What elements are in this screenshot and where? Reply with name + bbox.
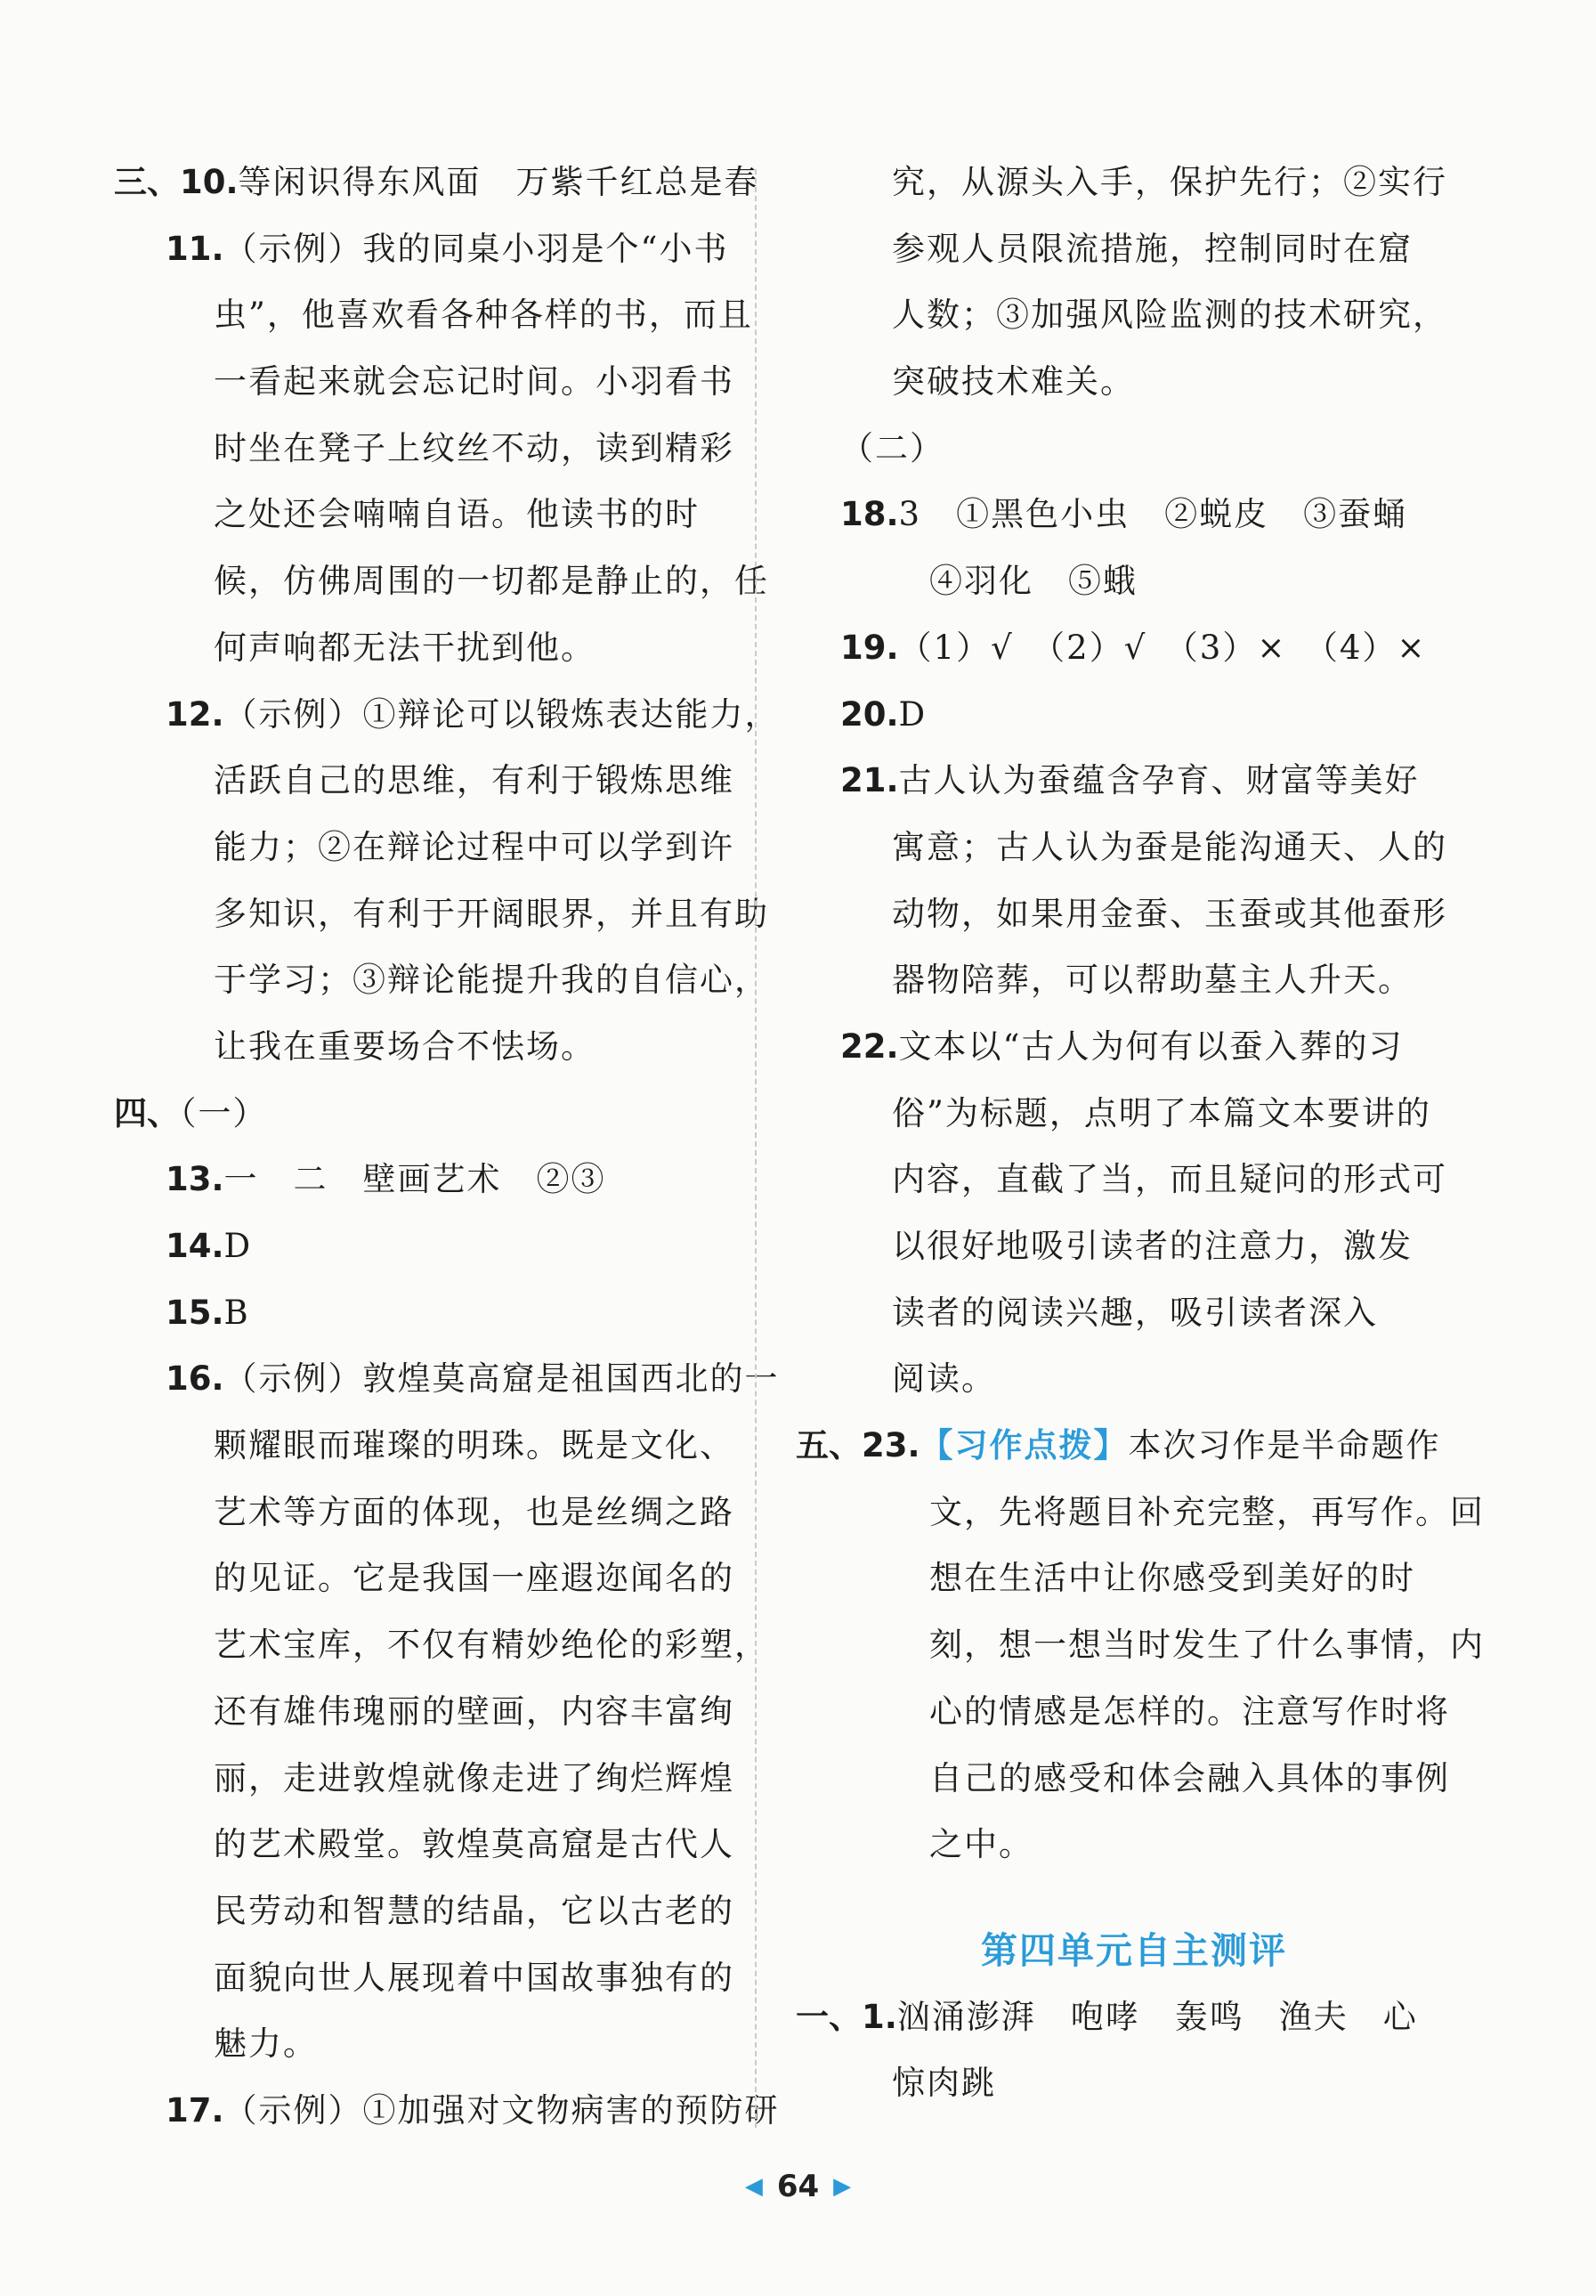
answer-line — [114, 815, 737, 881]
answer-text: 古人认为蚕蕴含孕育、财富等美好 — [898, 761, 1420, 800]
page-footer — [0, 2169, 1596, 2204]
answer-text: 器物陪葬，可以帮助墓主人升天。 — [892, 961, 1413, 1000]
question-number: 18. — [840, 495, 899, 534]
answer-text: 还有雄伟瑰丽的壁画，内容丰富绚 — [214, 1692, 734, 1731]
answer-line-numbered — [114, 682, 780, 749]
answer-text: （一） — [180, 1093, 268, 1132]
answer-line — [840, 1612, 1485, 1679]
question-number: 14. — [166, 1227, 224, 1265]
answer-text: 以很好地吸引读者的注意力，激发 — [892, 1227, 1413, 1265]
answer-text: 艺术等方面的体现，也是丝绸之路 — [214, 1492, 734, 1531]
answer-line — [840, 416, 1428, 483]
answer-line — [840, 1213, 1428, 1280]
answer-text: 之处还会喃喃自语。他读书的时 — [214, 495, 700, 534]
answer-line — [840, 216, 1428, 283]
answer-text: 惊肉跳 — [892, 2064, 996, 2103]
answer-text: 文本以“古人为何有以蚕入葬的习 — [898, 1026, 1404, 1066]
question-number: 三、10. — [114, 163, 239, 201]
answer-text: 面貌向世人展现着中国故事独有的 — [214, 1958, 734, 1997]
answer-text: D — [223, 1227, 253, 1265]
answer-line — [114, 349, 737, 416]
answer-line — [840, 1480, 1485, 1546]
answer-line — [840, 815, 1447, 881]
answer-line — [840, 881, 1447, 948]
answer-line — [114, 282, 753, 349]
next-page-icon[interactable]: ▶ — [833, 2173, 852, 2200]
answer-text: 一 二 壁画艺术 ②③ — [223, 1160, 606, 1199]
answer-line — [840, 1280, 1428, 1347]
answer-text: 刻，想一想当时发生了什么事情，内 — [929, 1626, 1485, 1665]
answer-line — [840, 282, 1447, 349]
answer-line — [114, 1679, 737, 1746]
page-number: 64 — [776, 2169, 820, 2204]
answer-line — [114, 615, 737, 682]
answer-text: 的艺术殿堂。敦煌莫高窟是古代人 — [214, 1825, 734, 1864]
answer-line-numbered — [114, 1346, 780, 1413]
question-number: 19. — [840, 628, 899, 667]
answer-text: 能力；②在辩论过程中可以学到许 — [214, 827, 734, 866]
question-number: 17. — [166, 2090, 224, 2130]
answer-text: 读者的阅读兴趣，吸引读者深入 — [892, 1293, 1378, 1332]
answer-text: 心的情感是怎样的。注意写作时将 — [929, 1692, 1450, 1731]
answer-line — [840, 1147, 1447, 1213]
answer-text: （示例）敦煌莫高窟是祖国西北的一 — [223, 1359, 780, 1399]
answer-line-numbered — [114, 1280, 737, 1347]
writing-tip-tag: 【习作点拨】 — [920, 1426, 1129, 1465]
answer-text: 候，仿佛周围的一切都是静止的，任 — [214, 562, 769, 601]
answer-text: 想在生活中让你感受到美好的时 — [929, 1559, 1415, 1598]
section-title: 第四单元自主测评 — [981, 1928, 1287, 1972]
question-number: 四、 — [114, 1093, 180, 1132]
answer-line — [840, 548, 1428, 615]
answer-line-numbered — [114, 1147, 737, 1213]
answer-line-numbered — [114, 2078, 780, 2145]
answer-text: 本次习作是半命题作 — [1128, 1426, 1441, 1465]
answer-line-numbered — [796, 1413, 1441, 1480]
answer-text: 阅读。 — [892, 1359, 996, 1399]
answer-text: 俗”为标题，点明了本篇文本要讲的 — [892, 1093, 1431, 1132]
question-number: 22. — [840, 1026, 899, 1066]
answer-text: ④羽化 ⑤蛾 — [929, 562, 1138, 601]
answer-text: 之中。 — [929, 1825, 1033, 1864]
answer-line-numbered — [840, 682, 1428, 749]
answer-line — [840, 1679, 1450, 1746]
question-number: 13. — [166, 1160, 224, 1199]
answer-line — [114, 1480, 737, 1546]
left-column — [114, 150, 780, 2145]
column-divider — [755, 169, 757, 2128]
answer-line — [840, 2050, 1428, 2117]
question-number: 16. — [166, 1359, 224, 1399]
answer-line — [114, 1612, 769, 1679]
question-number: 20. — [840, 694, 899, 734]
question-number: 12. — [166, 694, 224, 734]
answer-text: 文，先将题目补充完整，再写作。回 — [929, 1492, 1485, 1531]
answer-text: （1）√ （2）√ （3）× （4）× — [898, 628, 1427, 667]
answer-line — [840, 1346, 1428, 1413]
answer-text: 何声响都无法干扰到他。 — [214, 628, 595, 667]
answer-text: （示例）①辩论可以锻炼表达能力， — [223, 694, 780, 734]
answer-line — [840, 1081, 1431, 1148]
answer-line — [114, 1812, 737, 1878]
question-number: 11. — [166, 229, 224, 268]
answer-line-numbered — [840, 482, 1428, 548]
answer-line — [840, 1746, 1450, 1813]
question-number: 15. — [166, 1293, 224, 1332]
answer-line — [840, 947, 1428, 1014]
answer-text: 于学习；③辩论能提升我的自信心， — [214, 961, 769, 1000]
answer-line — [840, 1546, 1428, 1612]
answer-text: 突破技术难关。 — [892, 362, 1135, 402]
answer-text: 虫”，他喜欢看各种各样的书，而且 — [214, 296, 753, 335]
answer-text: 汹涌澎湃 咆哮 轰鸣 渔夫 心 — [896, 1997, 1418, 2036]
answer-line — [114, 748, 737, 815]
answer-line — [840, 150, 1447, 216]
answer-line — [114, 1014, 737, 1081]
answer-text: D — [898, 694, 928, 734]
answer-line — [114, 482, 737, 548]
question-number: 五、23. — [796, 1426, 920, 1465]
answer-text: 多知识，有利于开阔眼界，并且有助 — [214, 894, 769, 933]
answer-text: （示例）我的同桌小羽是个“小书 — [223, 229, 729, 268]
answer-text: 等闲识得东风面 万紫千红总是春 — [238, 163, 759, 201]
answer-line — [114, 947, 769, 1014]
answer-line — [114, 1878, 737, 1945]
answer-text: （二） — [840, 428, 944, 467]
answer-line — [114, 2011, 737, 2078]
answer-line-numbered — [840, 615, 1428, 682]
answer-line-numbered — [796, 1984, 1428, 2051]
answer-text: 一看起来就会忘记时间。小羽看书 — [214, 362, 734, 402]
answer-line — [840, 1812, 1428, 1878]
answer-text: 颗耀眼而璀璨的明珠。既是文化、 — [214, 1426, 734, 1465]
answer-line — [114, 1746, 737, 1813]
answer-text: 寓意；古人认为蚕是能沟通天、人的 — [892, 827, 1447, 866]
answer-text: （示例）①加强对文物病害的预防研 — [223, 2090, 780, 2130]
answer-text: 的见证。它是我国一座遐迩闻名的 — [214, 1559, 734, 1598]
section-spacer — [840, 1878, 1428, 1918]
answer-text: 让我在重要场合不怯场。 — [214, 1026, 595, 1066]
answer-text: 时坐在凳子上纹丝不动，读到精彩 — [214, 428, 734, 467]
answer-text: 内容，直截了当，而且疑问的形式可 — [892, 1160, 1447, 1199]
answer-text: 究，从源头入手，保护先行；②实行 — [892, 163, 1447, 201]
answer-text: B — [223, 1293, 250, 1332]
question-number: 21. — [840, 761, 899, 800]
question-number: 一、1. — [796, 1997, 897, 2036]
answer-text: 3 ①黑色小虫 ②蜕皮 ③蚕蛹 — [898, 495, 1408, 534]
answer-text: 动物，如果用金蚕、玉蚕或其他蚕形 — [892, 894, 1447, 933]
answer-text: 艺术宝库，不仅有精妙绝伦的彩塑， — [214, 1626, 769, 1665]
answer-text: 丽，走进敦煌就像走进了绚烂辉煌 — [214, 1758, 734, 1797]
answer-line — [114, 1945, 737, 2012]
answer-line — [114, 1413, 737, 1480]
answer-text: 人数；③加强风险监测的技术研究， — [892, 296, 1447, 335]
answer-line-numbered — [840, 1014, 1428, 1081]
prev-page-icon[interactable]: ◀ — [744, 2173, 763, 2200]
answer-text: 魅力。 — [214, 2024, 318, 2064]
answer-text: 自己的感受和体会融入具体的事例 — [929, 1758, 1450, 1797]
answer-line-numbered — [114, 1081, 737, 1148]
answer-text: 活跃自己的思维，有利于锻炼思维 — [214, 761, 734, 800]
answer-text: 民劳动和智慧的结晶，它以古老的 — [214, 1891, 734, 1930]
answer-line-numbered — [114, 1213, 737, 1280]
answer-text: 参观人员限流措施，控制同时在窟 — [892, 229, 1413, 268]
answer-line — [840, 349, 1428, 416]
answer-line-numbered — [840, 748, 1428, 815]
answer-line-numbered — [114, 150, 759, 216]
answer-line — [114, 548, 769, 615]
answer-line-numbered — [114, 216, 737, 283]
right-column — [796, 150, 1485, 2117]
answer-line — [114, 1546, 737, 1612]
answer-line — [114, 881, 769, 948]
answer-line — [114, 416, 737, 483]
